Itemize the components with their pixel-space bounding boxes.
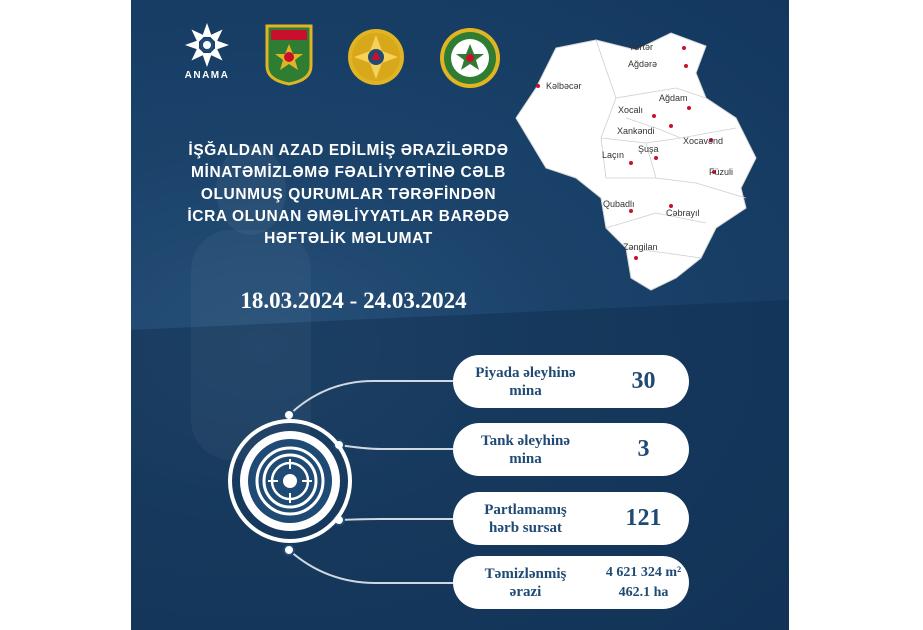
stat-label: Tank əleyhinə mina: [480, 432, 571, 467]
stat-card-cleared-area: [453, 556, 689, 609]
stat-card-antipersonnel: [453, 355, 689, 408]
map-label-agdam: Ağdam: [659, 93, 688, 103]
stat-value: 121: [625, 505, 662, 531]
map-label-lacin: Laçın: [602, 150, 625, 160]
stat-label: Partlamamış hərb sursat: [484, 501, 567, 536]
map-label-fuzuli: Füzuli: [709, 167, 734, 177]
stat-label: Piyada əleyhinə mina: [475, 364, 576, 399]
map-label-xocavend: Xocavənd: [683, 136, 724, 146]
map-label-cebrayil: Cəbrayıl: [666, 208, 700, 218]
area-values: [598, 563, 689, 603]
anama-wordmark: ANAMA: [184, 70, 230, 81]
stat-label: Təmizlənmiş ərazi: [484, 565, 567, 600]
map-label-susa: Şuşa: [638, 144, 659, 154]
map-label-xocali: Xocalı: [618, 105, 644, 115]
stat-card-uxo: [453, 492, 689, 545]
map-label-qubadli: Qubadlı: [603, 199, 635, 209]
stat-value: 30: [631, 368, 656, 394]
map-label-kelbecer: Kəlbəcər: [546, 81, 582, 91]
map-label-terter: Tərtər: [629, 42, 654, 52]
map-label-zengilan: Zəngilan: [623, 242, 658, 252]
area-ha: 462.1 ha: [618, 584, 669, 600]
map-label-xankendi: Xankəndi: [617, 126, 655, 136]
area-sqm: 4 621 324 m²: [605, 564, 682, 580]
date-range: 18.03.2024 - 24.03.2024: [240, 288, 467, 313]
map-label-agdere: Ağdərə: [628, 59, 658, 69]
stat-value: 3: [637, 436, 650, 462]
infographic-poster: [131, 0, 789, 630]
headline: İŞĞALDAN AZAD EDİLMİŞ ƏRAZİLƏRDƏ MİNATƏMİZLƏMƏ FƏALİYYƏTİNƏ CƏLB OLUNMUŞ QURUMLAR TƏRƏFİNDƏN İCRA OLUNAN ƏMƏLİYYATLAR BARƏDƏ HƏFTƏLİK MƏLUMAT: [187, 142, 510, 247]
landmine-icon: [227, 418, 353, 544]
stat-card-antitank: [453, 423, 689, 476]
